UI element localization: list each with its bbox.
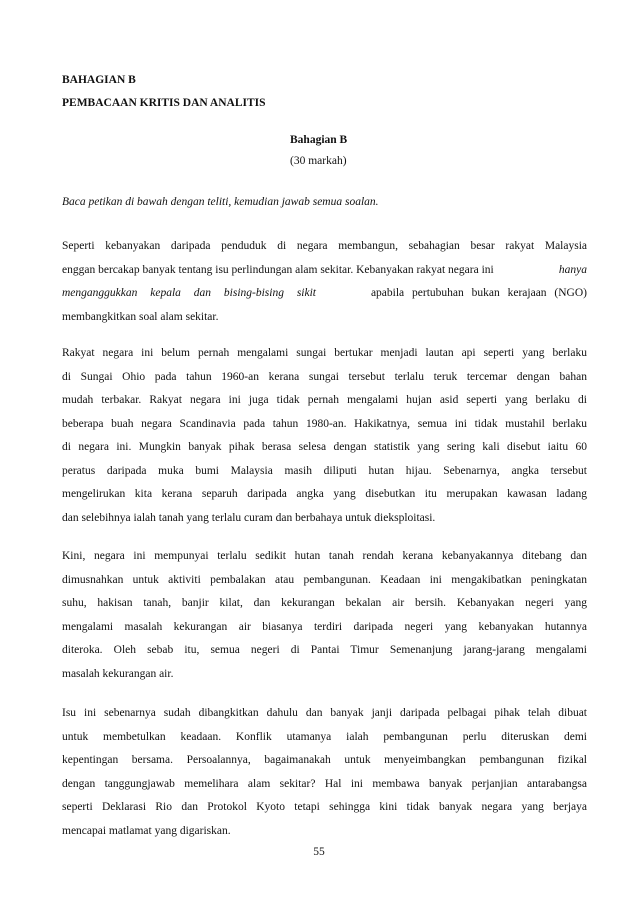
paragraph-3	[62, 545, 587, 686]
page-number: 55	[313, 846, 325, 858]
paragraph-line-text: enggan bercakap banyak tentang isu perlindungan alam sekitar. Kebanyakan rakyat negara ini	[62, 263, 494, 276]
paragraph-line: Isu ini sebenarnya sudah dibangkitkan dahulu dan banyak janji daripada pelbagai pihak telah dibuat	[62, 707, 587, 719]
paragraph-2	[62, 342, 587, 530]
paragraph-line: mengalami masalah kekurangan air biasanya terdiri daripada negeri yang kebanyakan hutannya	[62, 620, 587, 633]
paragraph-line: dimusnahkan untuk aktiviti pembalakan atau pembangunan. Keadaan ini mengakibatkan peningkatan	[62, 573, 587, 586]
paragraph-line: peratus daripada muka bumi Malaysia masih diliputi hutan hijau. Sebenarnya, angka tersebut	[62, 464, 587, 477]
paragraph-line: Rakyat negara ini belum pernah mengalami sungai bertukar menjadi lautan api seperti yang berlaku	[62, 347, 587, 359]
section-label: BAHAGIAN B	[62, 74, 136, 86]
paragraph-line: mengelirukan kita kerana separuh daripada angka yang disebutkan itu merupakan kawasan ladang	[62, 488, 587, 500]
paragraph-line: Seperti kebanyakan daripada penduduk di negara membangun, sebahagian besar rakyat Malaysia	[62, 240, 587, 252]
paragraph-line-text: apabila pertubuhan bukan kerajaan (NGO)	[370, 287, 587, 299]
paragraph-line: mudah terbakar. Rakyat negara ini juga tidak pernah mengalami hujan asid seperti yang berlaku di	[62, 394, 587, 406]
paragraph-line: di negara ini. Mungkin banyak pihak berasa selesa dengan statistik yang sering kali disebut iaitu 60	[62, 441, 587, 453]
paragraph-line-italic: menganggukkan kepala dan bising-bising sikit	[62, 287, 316, 299]
paragraph-line: dan selebihnya ialah tanah yang terlalu curam dan berbahaya untuk dieksploitasi.	[62, 511, 436, 524]
part-marks: (30 markah)	[290, 155, 347, 167]
section-title: PEMBACAAN KRITIS DAN ANALITIS	[62, 97, 266, 109]
paragraph-line	[62, 282, 587, 306]
paragraph-line: Kini, negara ini mempunyai terlalu sedikit hutan tanah rendah kerana kebanyakannya ditebang dan	[62, 550, 587, 562]
paragraph-line: untuk membetulkan keadaan. Konflik utamanya ialah pembangunan perlu diteruskan demi	[62, 730, 587, 743]
paragraph-line: beberapa buah negara Scandinavia pada tahun 1980-an. Hakikatnya, semua ini tidak mustahil berlaku	[62, 417, 587, 430]
paragraph-line: diteroka. Oleh sebab itu, semua negeri di Pantai Timur Semenanjung jarang-jarang mengalami	[62, 644, 587, 656]
paragraph-line: membangkitkan soal alam sekitar.	[62, 310, 219, 323]
paragraph-line: kepentingan bersama. Persoalannya, bagaimanakah untuk menyeimbangkan pembangunan fizikal	[62, 754, 587, 766]
paragraph-line: masalah kekurangan air.	[62, 667, 174, 680]
paragraph-1	[62, 235, 587, 329]
instruction-text: Baca petikan di bawah dengan teliti, kemudian jawab semua soalan.	[62, 196, 379, 208]
paragraph-line: dengan tanggungjawab memelihara alam sekitar? Hal ini membawa banyak perjanjian antarabangsa	[62, 777, 587, 790]
paragraph-line: mencapai matlamat yang digariskan.	[62, 824, 231, 837]
paragraph-line: suhu, hakisan tanah, banjir kilat, dan kekurangan bekalan air bersih. Kebanyakan negeri yang	[62, 597, 587, 609]
paragraph-line: di Sungai Ohio pada tahun 1960-an kerana sungai tersebut terlalu teruk tercemar dengan bahan	[62, 370, 587, 383]
paragraph-line-italic: hanya	[558, 263, 587, 276]
part-name: Bahagian B	[290, 134, 348, 146]
paragraph-line	[62, 259, 587, 283]
paragraph-line: seperti Deklarasi Rio dan Protokol Kyoto tetapi sehingga kini tidak banyak negara yang berjaya	[62, 801, 587, 813]
paragraph-4	[62, 702, 587, 843]
